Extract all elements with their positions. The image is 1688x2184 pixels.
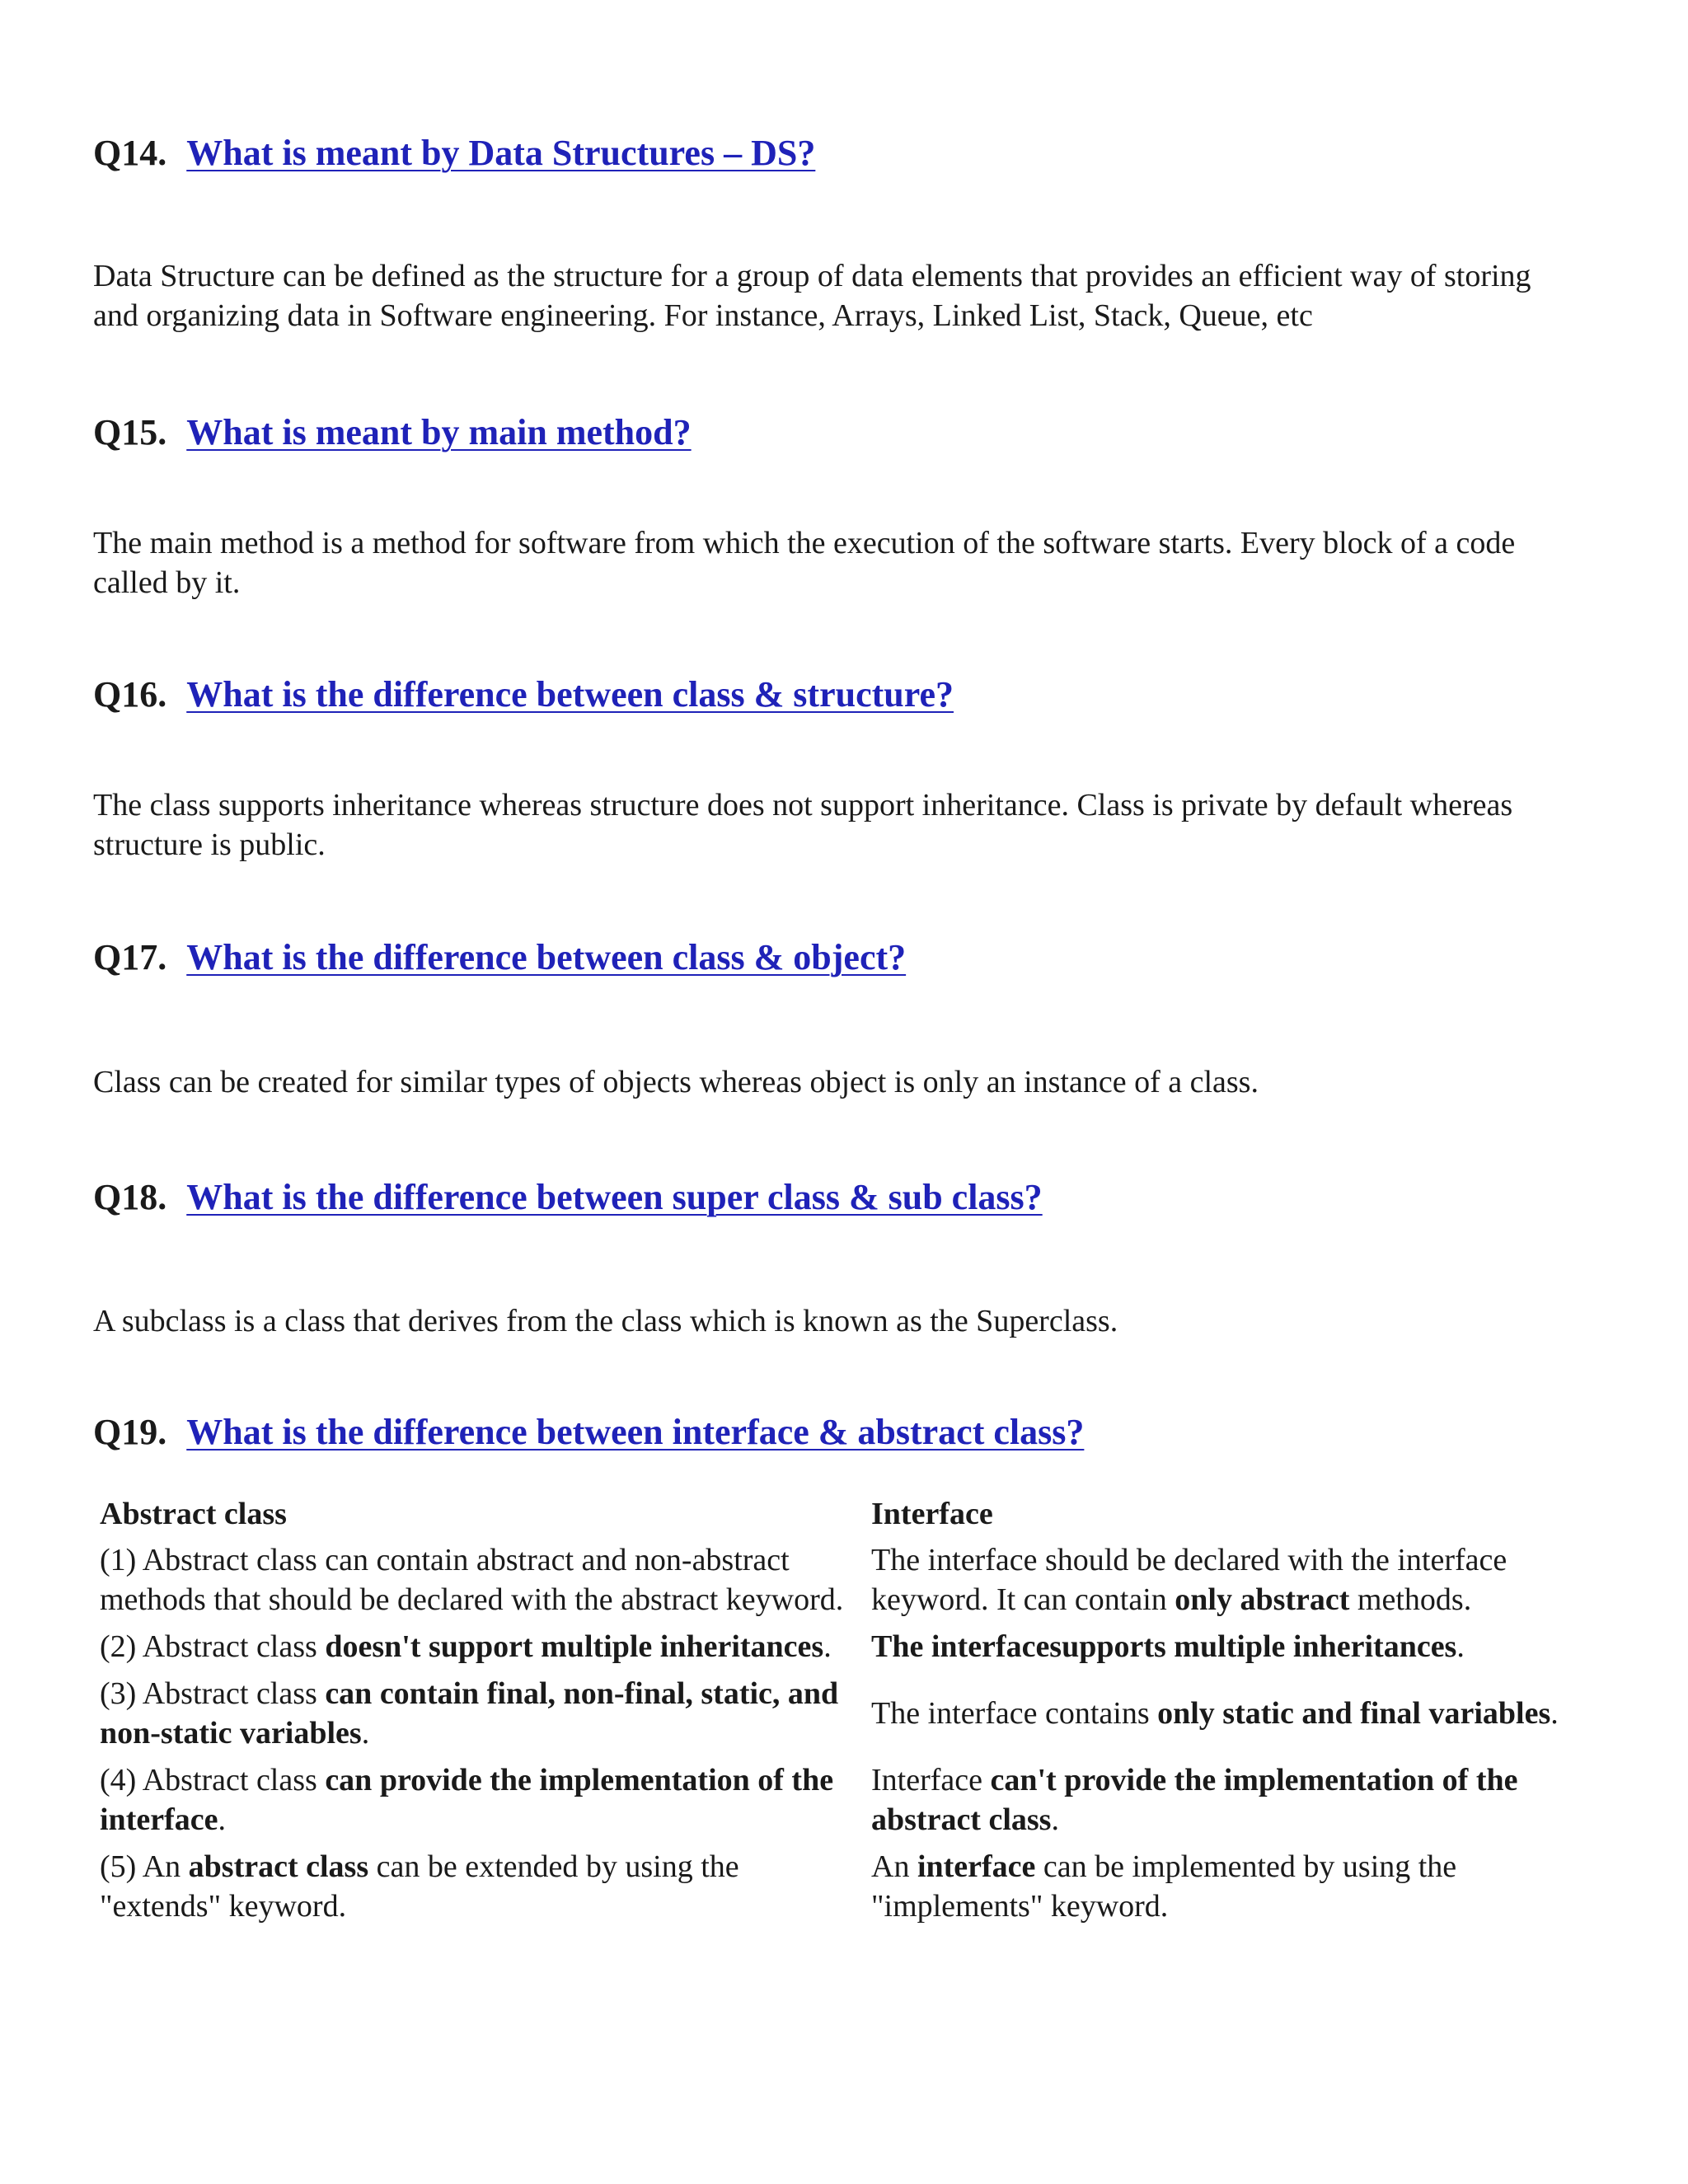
bold-text-run: abstract class	[188, 1849, 369, 1884]
comparison-row	[91, 1760, 1588, 1847]
text-run: (5) An	[100, 1849, 189, 1884]
abstract-class-cell	[91, 1760, 862, 1847]
question-number: Q19.	[93, 1412, 167, 1452]
text-run: .	[1456, 1629, 1465, 1664]
text-run: .	[1550, 1696, 1559, 1731]
question-heading-q14	[93, 132, 1577, 175]
interface-cell	[862, 1760, 1588, 1847]
text-run: The interface should be declared with the interface keyword. It can contain	[871, 1543, 1507, 1617]
question-number: Q16.	[93, 674, 167, 715]
question-heading-q15	[93, 411, 1577, 454]
answer-text: Data Structure can be defined as the structure for a group of data elements that provides an efficient way of storing and organizing data in Software engineering. For instance, Arrays, Linked List, Stack, Queue, etc	[93, 259, 1531, 333]
bold-text-run: interface	[917, 1849, 1036, 1884]
comparison-body	[91, 1540, 1588, 1933]
text-run: .	[823, 1629, 832, 1664]
column-header-interface: Interface	[871, 1497, 993, 1531]
comparison-row	[91, 1627, 1588, 1674]
comparison-header-row	[91, 1494, 1588, 1540]
question-title-link[interactable]: What is meant by Data Structures – DS?	[186, 133, 816, 173]
column-header-abstract-class: Abstract class	[100, 1497, 287, 1531]
question-title-link[interactable]: What is the difference between class & object?	[186, 937, 907, 977]
question-heading-q17	[93, 936, 1577, 979]
text-run: .	[218, 1802, 226, 1837]
answer-text: Class can be created for similar types of objects whereas object is only an instance of a class.	[93, 1065, 1259, 1099]
question-number: Q18.	[93, 1177, 167, 1217]
question-number: Q15.	[93, 412, 167, 452]
text-run: Interface	[871, 1763, 991, 1797]
interface-cell	[862, 1674, 1588, 1760]
comparison-row	[91, 1674, 1588, 1760]
question-title-link[interactable]: What is the difference between super class & sub class?	[186, 1177, 1043, 1217]
bold-text-run: can't provide the implementation of the abstract class	[871, 1763, 1518, 1837]
comparison-row	[91, 1847, 1588, 1933]
bold-text-run: can contain final, non-final, static, and non-static variables	[100, 1676, 839, 1750]
question-number: Q14.	[93, 133, 167, 173]
interface-cell	[862, 1540, 1588, 1627]
text-run: (2) Abstract class	[100, 1629, 326, 1664]
bold-text-run: only abstract	[1175, 1582, 1350, 1617]
text-run: .	[361, 1716, 370, 1750]
comparison-table	[91, 1494, 1588, 1933]
question-number: Q17.	[93, 937, 167, 977]
question-heading-q16	[93, 673, 1577, 716]
interface-cell	[862, 1627, 1588, 1674]
question-title-link[interactable]: What is the difference between interface & abstract class?	[186, 1412, 1085, 1452]
text-run: (4) Abstract class	[100, 1763, 326, 1797]
comparison-row	[91, 1540, 1588, 1627]
bold-text-run: The interfacesupports multiple inheritances	[871, 1629, 1457, 1664]
text-run: (1) Abstract class can contain abstract and non-abstract methods that should be declared with the abstract keyword.	[100, 1543, 844, 1617]
interface-cell	[862, 1847, 1588, 1933]
abstract-class-cell	[91, 1847, 862, 1933]
text-run: methods.	[1349, 1582, 1472, 1617]
bold-text-run: can provide the implementation of the interface	[100, 1763, 834, 1837]
question-heading-q19	[93, 1411, 1577, 1454]
text-run: (3) Abstract class	[100, 1676, 326, 1711]
abstract-class-cell	[91, 1674, 862, 1760]
answer-text: A subclass is a class that derives from the class which is known as the Superclass.	[93, 1304, 1118, 1338]
text-run: An	[871, 1849, 917, 1884]
text-run: can be extended by using the "extends" keyword.	[100, 1849, 739, 1924]
abstract-class-cell	[91, 1540, 862, 1627]
text-run: The interface contains	[871, 1696, 1158, 1731]
question-heading-q18	[93, 1176, 1577, 1219]
bold-text-run: only static and final variables	[1157, 1696, 1551, 1731]
question-title-link[interactable]: What is the difference between class & structure?	[186, 674, 954, 715]
answer-text: The class supports inheritance whereas structure does not support inheritance. Class is private by default whereas structure is public.	[93, 788, 1513, 862]
abstract-class-cell	[91, 1627, 862, 1674]
question-title-link[interactable]: What is meant by main method?	[186, 412, 692, 452]
text-run: .	[1051, 1802, 1059, 1837]
bold-text-run: doesn't support multiple inheritances	[325, 1629, 824, 1664]
answer-text: The main method is a method for software from which the execution of the software starts. Every block of a code called by it.	[93, 526, 1516, 600]
text-run: can be implemented by using the "implements" keyword.	[871, 1849, 1457, 1924]
